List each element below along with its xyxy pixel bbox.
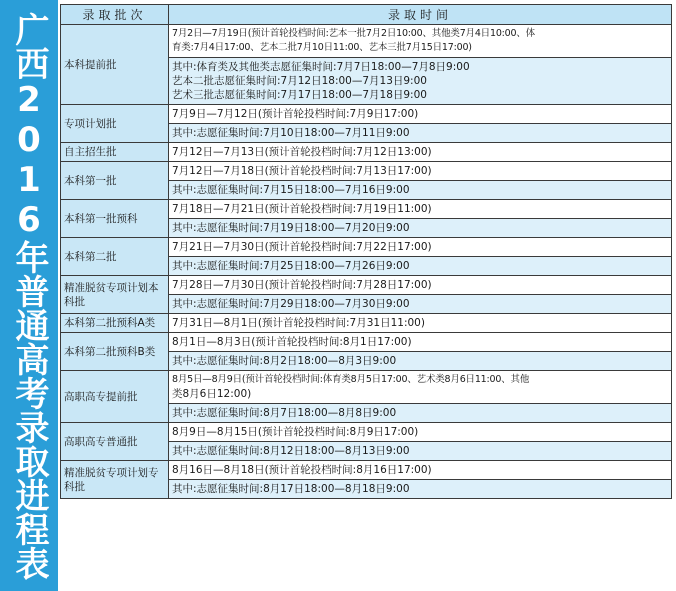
time-cell [169, 219, 672, 238]
batch-cell: 本科第二批预科B类 [61, 333, 169, 371]
time-line: 8月5日—8月9日(预计首轮投档时间:体育类8月5日17:00、艺术类8月6日11:00、其他 [172, 374, 530, 385]
batch-cell: 精准脱贫专项计划专科批 [61, 461, 169, 499]
header-time: 录取时间 [169, 5, 672, 25]
time-line: 其中:志愿征集时间:7月10日18:00—7月11日9:00 [172, 127, 410, 139]
time-cell [169, 371, 672, 404]
time-line: 艺本二批志愿征集时间:7月12日18:00—7月13日9:00 [172, 75, 427, 87]
time-cell [169, 333, 672, 352]
table-row [61, 238, 672, 257]
time-line: 其中:志愿征集时间:8月7日18:00—8月8日9:00 [172, 407, 397, 419]
batch-cell: 本科第二批预科A类 [61, 314, 169, 333]
batch-cell: 自主招生批 [61, 143, 169, 162]
time-cell [169, 143, 672, 162]
time-cell [169, 442, 672, 461]
time-line: 7月28日—7月30日(预计首轮投档时间:7月28日17:00) [172, 279, 432, 291]
table-row [61, 143, 672, 162]
table-row [61, 105, 672, 124]
time-cell [169, 200, 672, 219]
table-row [61, 461, 672, 480]
side-banner [0, 0, 58, 591]
batch-cell: 本科第一批 [61, 162, 169, 200]
time-cell [169, 25, 672, 58]
table-row [61, 333, 672, 352]
table-row [61, 423, 672, 442]
admission-schedule-table [60, 4, 672, 499]
time-cell [169, 124, 672, 143]
time-line: 其中:志愿征集时间:7月29日18:00—7月30日9:00 [172, 298, 410, 310]
time-line: 7月12日—7月18日(预计首轮投档时间:7月13日17:00) [172, 165, 432, 177]
time-line: 7月18日—7月21日(预计首轮投档时间:7月19日11:00) [172, 203, 432, 215]
table-row [61, 276, 672, 295]
header-batch: 录取批次 [61, 5, 169, 25]
table-row [61, 371, 672, 404]
table-row [61, 200, 672, 219]
table-row [61, 314, 672, 333]
batch-cell: 专项计划批 [61, 105, 169, 143]
time-cell [169, 181, 672, 200]
time-line: 其中:志愿征集时间:7月25日18:00—7月26日9:00 [172, 260, 410, 272]
time-line: 类8月6日12:00) [172, 388, 252, 400]
time-cell [169, 352, 672, 371]
time-line: 7月9日—7月12日(预计首轮投档时间:7月9日17:00) [172, 108, 419, 120]
time-cell [169, 238, 672, 257]
time-line: 其中:志愿征集时间:8月12日18:00—8月13日9:00 [172, 445, 410, 457]
table-row [61, 25, 672, 58]
time-cell [169, 461, 672, 480]
time-line: 艺术三批志愿征集时间:7月17日18:00—7月18日9:00 [172, 89, 427, 101]
time-line: 其中:志愿征集时间:7月15日18:00—7月16日9:00 [172, 184, 410, 196]
time-line: 其中:志愿征集时间:7月19日18:00—7月20日9:00 [172, 222, 410, 234]
batch-cell: 本科第二批 [61, 238, 169, 276]
batch-cell: 本科提前批 [61, 25, 169, 105]
time-cell [169, 404, 672, 423]
time-cell [169, 105, 672, 124]
time-line: 其中:志愿征集时间:8月17日18:00—8月18日9:00 [172, 483, 410, 495]
time-cell [169, 314, 672, 333]
table-row [61, 162, 672, 181]
time-cell [169, 423, 672, 442]
time-cell [169, 276, 672, 295]
time-cell [169, 257, 672, 276]
time-line: 7月21日—7月30日(预计首轮投档时间:7月22日17:00) [172, 241, 432, 253]
time-cell [169, 295, 672, 314]
time-line: 其中:体育类及其他类志愿征集时间:7月7日18:00—7月8日9:00 [172, 61, 470, 73]
time-line: 7月2日—7月19日(预计首轮投档时间:艺本一批7月2日10:00、其他类7月4日10:00、体 [172, 28, 535, 39]
table-body [61, 25, 672, 499]
time-line: 7月12日—7月13日(预计首轮投档时间:7月12日13:00) [172, 146, 432, 158]
time-line: 8月1日—8月3日(预计首轮投档时间:8月1日17:00) [172, 336, 412, 348]
batch-cell: 本科第一批预科 [61, 200, 169, 238]
time-line: 7月31日—8月1日(预计首轮投档时间:7月31日11:00) [172, 317, 425, 329]
time-cell [169, 58, 672, 105]
time-line: 8月9日—8月15日(预计首轮投档时间:8月9日17:00) [172, 426, 419, 438]
time-cell [169, 162, 672, 181]
table-header-row [61, 5, 672, 25]
batch-cell: 高职高专普通批 [61, 423, 169, 461]
time-line: 育类:7月4日17:00、艺本二批7月10日11:00、艺本三批7月15日17:00) [172, 42, 472, 53]
batch-cell: 高职高专提前批 [61, 371, 169, 423]
side-title: 广西2016年普通高考录取进程表 [9, 11, 49, 580]
time-line: 8月16日—8月18日(预计首轮投档时间:8月16日17:00) [172, 464, 432, 476]
time-cell [169, 480, 672, 499]
batch-cell: 精准脱贫专项计划本科批 [61, 276, 169, 314]
time-line: 其中:志愿征集时间:8月2日18:00—8月3日9:00 [172, 355, 397, 367]
